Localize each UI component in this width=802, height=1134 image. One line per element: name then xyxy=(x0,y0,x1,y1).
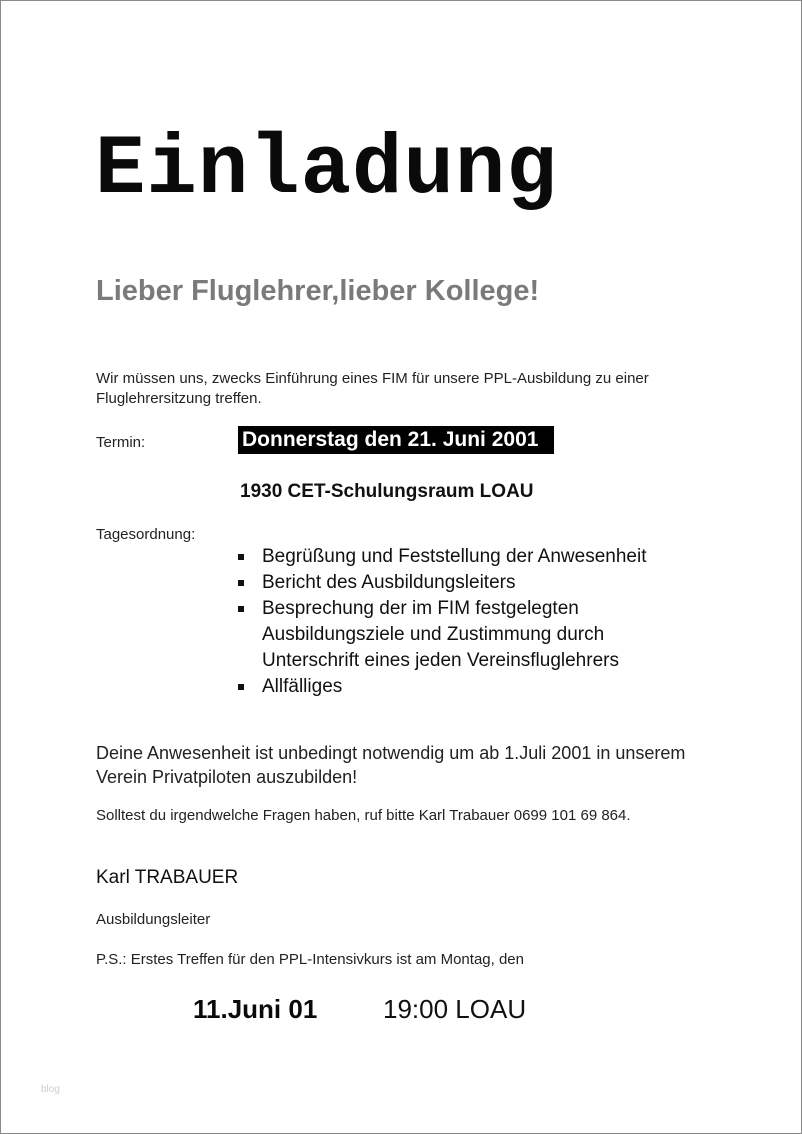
list-item xyxy=(238,544,758,570)
agenda-label: Tagesordnung: xyxy=(96,526,196,543)
meeting-date-highlight: Donnerstag den 21. Juni 2001 xyxy=(238,426,554,454)
meeting-time-location: 1930 CET-Schulungsraum LOAU xyxy=(240,481,534,502)
bullet-icon xyxy=(238,684,244,690)
greeting-heading: Lieber Fluglehrer,lieber Kollege! xyxy=(96,275,540,307)
bullet-icon xyxy=(238,580,244,586)
agenda-item-text: Besprechung der im FIM festgelegten Ausbildungsziele und Zustimmung durch Unterschrift eines jeden Vereinsfluglehrers xyxy=(262,598,619,671)
signer-role: Ausbildungsleiter xyxy=(96,911,211,928)
postscript-date: 11.Juni 01 xyxy=(193,994,318,1024)
list-item xyxy=(238,674,758,700)
list-item xyxy=(238,596,758,674)
agenda-list xyxy=(238,544,758,700)
termin-label: Termin: xyxy=(96,434,146,451)
watermark: blog xyxy=(41,1084,60,1095)
intro-paragraph: Wir müssen uns, zwecks Einführung eines FIM für unsere PPL-Ausbildung zu einer Fluglehrersitzung treffen. xyxy=(96,370,649,407)
bullet-icon xyxy=(238,606,244,612)
agenda-item-text: Begrüßung und Feststellung der Anwesenheit xyxy=(262,546,647,567)
document-title: Einladung xyxy=(95,123,558,218)
agenda-item-text: Allfälliges xyxy=(262,676,343,697)
postscript-time-location: 19:00 LOAU xyxy=(383,994,527,1024)
list-item xyxy=(238,570,758,596)
bullet-icon xyxy=(238,554,244,560)
agenda-item-text: Bericht des Ausbildungsleiters xyxy=(262,572,516,593)
attendance-note: Deine Anwesenheit ist unbedingt notwendig um ab 1.Juli 2001 in unserem Verein Privatpiloten auszubilden! xyxy=(96,743,686,787)
contact-line: Solltest du irgendwelche Fragen haben, ruf bitte Karl Trabauer 0699 101 69 864. xyxy=(96,807,631,824)
signer-name: Karl TRABAUER xyxy=(96,867,239,888)
postscript-text: P.S.: Erstes Treffen für den PPL-Intensivkurs ist am Montag, den xyxy=(96,951,524,968)
